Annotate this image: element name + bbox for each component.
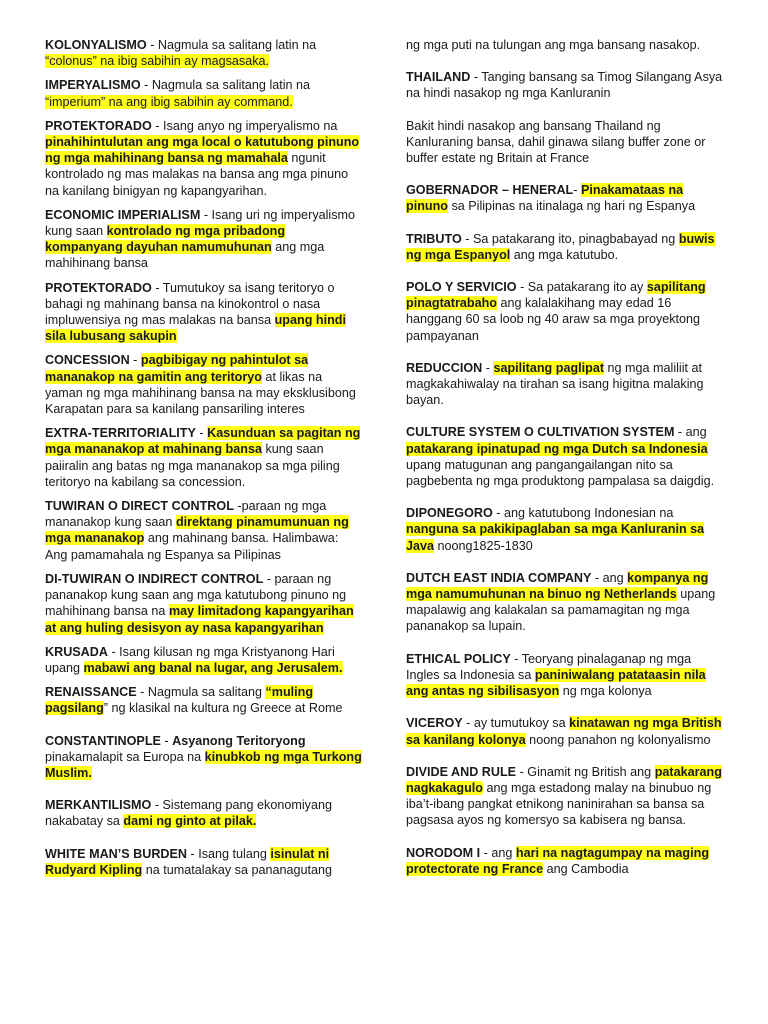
definition-text: - paraan ng pananakop kung saan ang mga katutubong pinuno ng mahihinang bansa na bbox=[45, 571, 347, 619]
highlighted-text: patakarang nagkakagulo bbox=[406, 764, 722, 795]
glossary-term: PROTEKTORADO bbox=[45, 280, 152, 295]
glossary-entry bbox=[406, 360, 724, 409]
glossary-entry bbox=[45, 280, 363, 345]
definition-text: - Sa patakarang ito, pinagbabayad ng bbox=[461, 231, 679, 246]
highlighted-text: mabawi ang banal na lugar, ang Jerusalem. bbox=[83, 660, 343, 675]
glossary-term: DUTCH EAST INDIA COMPANY bbox=[406, 570, 592, 585]
glossary-entry bbox=[45, 207, 363, 272]
definition-text: upang mapalawig ang kalakalan sa pamamagitan ng mga pananakop sa lupain. bbox=[406, 587, 716, 634]
definition-text: noong panahon ng kolonyalismo bbox=[525, 732, 711, 747]
highlighted-text: paniniwalang patataasin nila ang antas ng sibilisasyon bbox=[406, 667, 706, 699]
highlighted-text: “imperium” na ang ibig sabihin ay command. bbox=[45, 94, 293, 109]
highlighted-text: Kasunduan sa pagitan ng mga mananakop at mahinang bansa bbox=[45, 426, 361, 457]
glossary-term: DIVIDE AND RULE bbox=[406, 764, 517, 779]
highlighted-text: pinahihintulutan ang mga local o katutubong pinuno ng mga mahihinang bansa ng mamahala bbox=[45, 135, 360, 166]
glossary-term: REDUCCION bbox=[406, 360, 483, 375]
glossary-term: GOBERNADOR – HENERAL bbox=[406, 183, 574, 198]
definition-text: ” ng klasikal na kultura ng Greece at Rome bbox=[103, 701, 343, 716]
glossary-term: TUWIRAN O DIRECT CONTROL bbox=[45, 499, 234, 514]
glossary-term: KRUSADA bbox=[45, 644, 108, 659]
definition-text: ng mga maliliit at magkakahiwalay na tirahan sa isang higitna malaking bayan. bbox=[406, 360, 704, 408]
definition-text: sa Pilipinas na itinalaga ng hari ng Espanya bbox=[447, 199, 696, 214]
highlighted-text: nanguna sa pakikipaglaban sa mga Kanluranin sa Java bbox=[406, 522, 705, 553]
highlighted-text: buwis ng mga Espanyol bbox=[406, 231, 715, 262]
glossary-entry bbox=[406, 570, 724, 635]
definition-text: Asyanong Teritoryong bbox=[172, 733, 306, 748]
glossary-entry bbox=[406, 37, 724, 53]
highlighted-text: kompanya ng mga namumuhunan na binuo ng Netherlands bbox=[406, 570, 709, 602]
highlighted-text: kinatawan ng mga British sa kanilang kolonya bbox=[406, 716, 722, 747]
definition-text: - Nagmula sa salitang bbox=[136, 685, 266, 700]
glossary-entry bbox=[45, 118, 363, 199]
definition-text: -paraan ng mga mananakop kung saan bbox=[45, 499, 327, 530]
definition-text: - Nagmula sa salitang latin na bbox=[140, 78, 311, 93]
definition-text: - ang bbox=[591, 570, 628, 585]
definition-text: ang Cambodia bbox=[543, 861, 629, 876]
definition-text: - Isang tulang bbox=[187, 846, 271, 861]
highlighted-text: hari na nagtagumpay na maging protectorate ng France bbox=[406, 845, 710, 876]
highlighted-text: sapilitang pinagtatrabaho bbox=[406, 280, 706, 311]
definition-text: pinakamalapit sa Europa na bbox=[45, 749, 205, 764]
definition-text: - Nagmula sa salitang latin na bbox=[146, 38, 317, 52]
glossary-entry bbox=[406, 279, 724, 344]
glossary-entry bbox=[406, 651, 724, 700]
glossary-entry bbox=[45, 77, 363, 109]
definition-text: - bbox=[482, 360, 494, 375]
highlighted-text: isinulat ni Rudyard Kipling bbox=[45, 846, 330, 877]
glossary-term: ECONOMIC IMPERIALISM bbox=[45, 207, 201, 222]
glossary-term: TRIBUTO bbox=[406, 231, 462, 246]
glossary-entry bbox=[45, 846, 363, 878]
glossary-term: CULTURE SYSTEM O CULTIVATION SYSTEM bbox=[406, 425, 675, 440]
definition-text: na tumatalakay sa pananagutang bbox=[142, 862, 333, 877]
glossary-entry bbox=[45, 352, 363, 417]
definition-text: - Ginamit ng British ang bbox=[516, 764, 655, 779]
definition-text: - Sistemang pang ekonomiyang nakabatay sa bbox=[45, 798, 332, 829]
glossary-entry bbox=[45, 37, 363, 69]
definition-text: - bbox=[195, 426, 208, 441]
definition-text: - bbox=[573, 183, 581, 198]
highlighted-text: dami ng ginto at pilak. bbox=[123, 814, 257, 829]
glossary-term: IMPERYALISMO bbox=[45, 78, 141, 93]
highlighted-text: sapilitang paglipat bbox=[493, 360, 605, 375]
glossary-entry bbox=[406, 424, 724, 489]
glossary-term: KOLONYALISMO bbox=[45, 38, 147, 52]
glossary-entry bbox=[45, 498, 363, 563]
glossary-term: POLO Y SERVICIO bbox=[406, 280, 517, 295]
definition-text: upang matugunan ang pangangailangan nito sa pagbebenta ng mga produktong pampalasa sa daigdig. bbox=[406, 457, 715, 489]
glossary-term: CONSTANTINOPLE bbox=[45, 733, 161, 748]
glossary-entry bbox=[45, 733, 363, 782]
glossary-entry bbox=[45, 797, 363, 829]
definition-text: - Tanging bansang sa Timog Silangang Asya na hindi nasakop ng mga Kanluranin bbox=[406, 70, 723, 101]
definition-text: ng mga kolonya bbox=[559, 684, 652, 699]
highlighted-text: upang hindi sila lubusang sakupin bbox=[45, 313, 346, 344]
glossary-term: RENAISSANCE bbox=[45, 685, 137, 700]
glossary-entry bbox=[45, 425, 363, 490]
definition-text: ang mga mahihinang bansa bbox=[45, 240, 325, 271]
glossary-entry bbox=[406, 231, 724, 263]
definition-text: ngunit kontrolado ng mas malakas na bansa ang mga pinuno na kanilang binigyan ng kapangyarihan. bbox=[45, 151, 349, 198]
definition-text: - Sa patakarang ito ay bbox=[516, 280, 647, 295]
glossary-entry bbox=[45, 571, 363, 636]
definition-text: ang mahinang bansa. Halimbawa: Ang pamamahala ng Espanya sa Pilipinas bbox=[45, 531, 339, 562]
definition-text: ang mga katutubo. bbox=[510, 247, 619, 262]
glossary-entry bbox=[406, 69, 724, 101]
definition-text: - Teoryang pinalaganap ng mga Ingles sa Indonesia sa bbox=[406, 651, 692, 682]
glossary-term: EXTRA-TERRITORIALITY bbox=[45, 426, 196, 441]
glossary-term: PROTEKTORADO bbox=[45, 118, 152, 133]
glossary-entry bbox=[406, 845, 724, 877]
definition-text: noong1825-1830 bbox=[434, 538, 533, 553]
highlighted-text: Pinakamataas na pinuno bbox=[406, 183, 684, 214]
highlighted-text: pagbibigay ng pahintulot sa mananakop na gamitin ang teritoryo bbox=[45, 353, 309, 384]
definition-text: kung saan paiiralin ang batas ng mga mananakop sa mga piling teritoryo na kabilang sa concession. bbox=[45, 442, 340, 489]
glossary-entry bbox=[45, 644, 363, 676]
definition-text: - ang bbox=[480, 845, 516, 860]
glossary-entry bbox=[45, 684, 363, 716]
glossary-term: ETHICAL POLICY bbox=[406, 651, 511, 666]
glossary-term: CONCESSION bbox=[45, 353, 130, 368]
definition-text: ng mga puti na tulungan ang mga bansang nasakop. bbox=[406, 38, 701, 52]
glossary-entry bbox=[406, 118, 724, 167]
definition-text: - ay tumutukoy sa bbox=[462, 716, 570, 731]
glossary-entry bbox=[406, 764, 724, 829]
glossary-term: MERKANTILISMO bbox=[45, 798, 152, 813]
definition-text: Bakit hindi nasakop ang bansang Thailand ng Kanluraning bansa, dahil ginawa silang buffer zone or buffer estate ng Britain at France bbox=[406, 118, 706, 166]
definition-text: - ang katutubong Indonesian na bbox=[492, 506, 674, 521]
definition-text: - Isang uri ng imperyalismo kung saan bbox=[45, 207, 356, 239]
glossary-entry bbox=[406, 715, 724, 747]
glossary-term: NORODOM I bbox=[406, 845, 481, 860]
definition-text: - Isang kilusan ng mga Kristyanong Hari upang bbox=[45, 644, 335, 675]
highlighted-text: direktang pinamumunuan ng mga mananakop bbox=[45, 515, 349, 546]
definition-text: - bbox=[160, 733, 173, 748]
definition-text: - ang bbox=[674, 425, 707, 440]
glossary-term: WHITE MAN’S BURDEN bbox=[45, 846, 188, 861]
glossary-entry bbox=[406, 505, 724, 554]
glossary-term: DIPONEGORO bbox=[406, 506, 493, 521]
definition-text: at likas na yaman ng mga mahihinang bansa na may eksklusibong Karapatan para sa kanilang pansariling interes bbox=[45, 369, 356, 417]
glossary-term: THAILAND bbox=[406, 70, 471, 85]
glossary-term: VICEROY bbox=[406, 716, 463, 731]
highlighted-text: patakarang ipinatupad ng mga Dutch sa Indonesia bbox=[406, 441, 708, 456]
definition-text: ang mga estadong malay na binubuo ng iba’t-ibang pangkat etnikong naninirahan sa bansa sa pagsasa ayos ng komersyo sa kabisera ng bansa. bbox=[406, 780, 712, 828]
definition-text: - Isang anyo ng imperyalismo na bbox=[151, 118, 338, 133]
glossary-entry bbox=[406, 182, 724, 214]
left-column bbox=[45, 37, 363, 886]
highlighted-text: kinubkob ng mga Turkong Muslim. bbox=[45, 749, 362, 780]
highlighted-text: “muling pagsilang bbox=[45, 685, 314, 716]
highlighted-text: “colonus” na ibig sabihin ay magsasaka. bbox=[45, 54, 270, 69]
highlighted-text: may limitadong kapangyarihan at ang huling desisyon ay nasa kapangyarihan bbox=[45, 604, 354, 635]
highlighted-text: kontrolado ng mga pribadong kompanyang dayuhan namumuhunan bbox=[45, 224, 286, 255]
definition-text: ang kalalakihang may edad 16 hanggang 60 sa loob ng 40 araw sa mga proyektong pampayanan bbox=[406, 296, 701, 343]
glossary-term: DI-TUWIRAN O INDIRECT CONTROL bbox=[45, 571, 264, 586]
definition-text: - Tumutukoy sa isang teritoryo o bahagi ng mahinang bansa na kinokontrol o nasa impluwensiya ng mas malakas na bansa bbox=[45, 280, 335, 328]
right-column bbox=[406, 37, 724, 885]
definition-text: - bbox=[129, 353, 141, 368]
